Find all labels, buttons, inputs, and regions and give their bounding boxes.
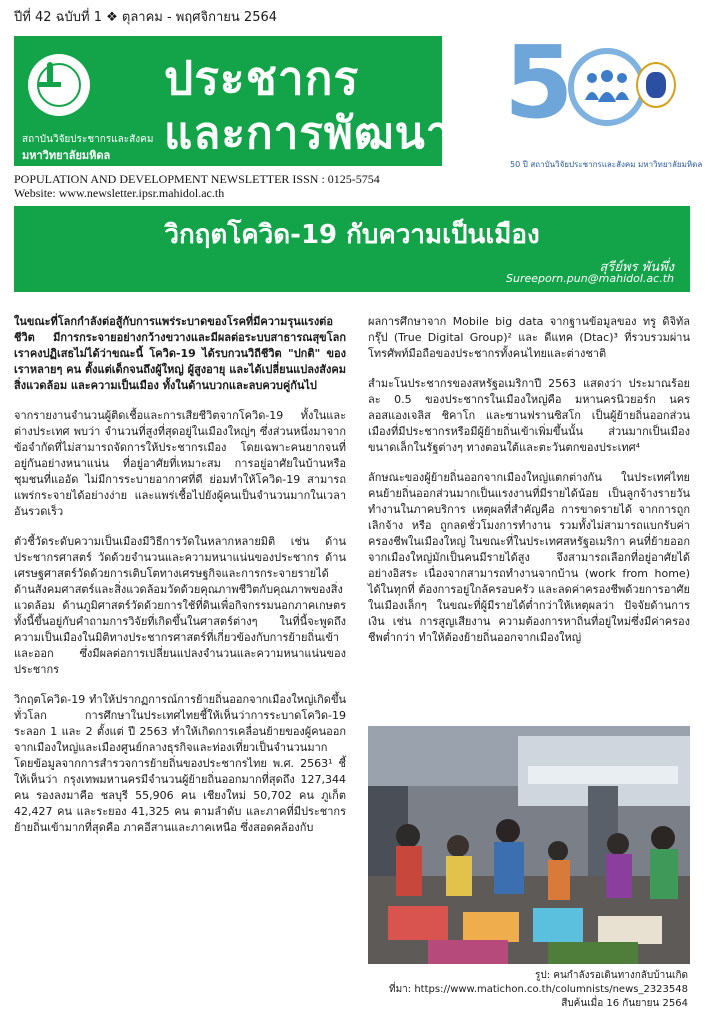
body-paragraph: สำมะโนประชากรของสหรัฐอเมริกาปี 2563 แสดงว่า ประมาณร้อยละ 0.5 ของประชากรในเมืองใหญ่คือ มหานครนิวยอร์ก นครลอสแองเจลิส ชิคาโก และซานฟรานซิสโก เป็นผู้ย้ายถิ่นออกส่วนเมืองที่มีประชากรหรือมีผู้ย้ายถิ่นเข้าเพิ่มขึ้นนั้น ส่วนมากเป็นเมืองขนาดเล็กในรัฐต่างๆ ทางตอนใต้และตะวันตกของประเทศ⁴ xyxy=(368,377,690,454)
fifty-years-mark: 5 xyxy=(504,24,574,141)
body-paragraph: ตัวชี้วัดระดับความเป็นเมืองมีวิธีการวัดในหลากหลายมิติ เช่น ด้านประชากรศาสตร์ วัดด้วยจำนวนและความหนาแน่นของประชากร ด้านเศรษฐศาสตร์วัดด้วยการเติบโตทางเศรษฐกิจและการกระจายรายได้ ด้านสังคมศาสตร์และสิ่งแวดล้อมวัดด้วยคุณภาพชีวิตกับคุณภาพของสิ่งแวดล้อม ด้านภูมิศาสตร์วัดด้วยการใช้ที่ดินเพื่อกิจกรรมนอกภาคเกษตร ทั้งนี้ขึ้นอยู่กับคำถามการวิจัยที่เกิดขึ้นในศาสตร์ต่างๆ ในที่นี้จะพูดถึงความเป็นเมืองในมิติทางประชากรศาสตร์ที่เกี่ยวข้องกับการย้ายถิ่นเข้าและออก ซึ่งมีผลต่อการเปลี่ยนแปลงจำนวนและความหนาแน่นของประชากร xyxy=(14,535,346,676)
author-email[interactable]: Sureeporn.pun@mahidol.ac.th xyxy=(506,272,674,285)
university-name: มหาวิทยาลัยมหิดล xyxy=(22,149,111,162)
lead-paragraph: ในขณะที่โลกกำลังต่อสู้กับการแพร่ระบาดของโรคที่มีความรุนแรงต่อชีวิต มีการกระจายอย่างกว้างขวางและมีผลต่อระบบสาธารณสุขโลก เราคงปฏิเสธไม่ได้ว่าขณะนี้ โควิด-19 ได้รบกวนวิถีชีวิต "ปกติ" ของเราหลายๆ คน ตั้งแต่เด็กจนถึงผู้ใหญ่ ผู้สูงอายุ และได้เปลี่ยนแปลงสังคม สิ่งแวดล้อม และความเป็นเมือง ทั้งในด้านบวกและลบควบคู่กันไป xyxy=(14,315,346,392)
article-banner xyxy=(14,206,690,292)
crowd-photo-illustration xyxy=(368,726,690,964)
people-icon xyxy=(582,70,632,104)
body-paragraph: ลักษณะของผู้ย้ายถิ่นออกจากเมืองใหญ่แตกต่างกัน ในประเทศไทย คนย้ายถิ่นออกส่วนมากเป็นแรงงานที่มีรายได้น้อย เป็นลูกจ้างรายวัน ทำงานในภาคบริการ เหตุผลที่สำคัญคือ การขาดรายได้ จากการถูกเลิกจ้าง หรือ ถูกลดชั่วโมงการทำงาน รวมทั้งไม่สามารถแบกรับค่าครองชีพในเมืองใหญ่ ในขณะที่ในประเทศสหรัฐอเมริกา คนที่ย้ายออกจากเมืองใหญ่มักเป็นคนมีรายได้สูง จึงสามารถเลือกที่อยู่อาศัยได้อย่างอิสระ เนื่องจากสามารถทำงานจากบ้าน (work from home) ได้ในทุกที่ ต้องการอยู่ใกล้ครอบครัว และลดค่าครองชีพด้วยการอาศัยในเมืองเล็กๆ ในขณะที่ผู้มีรายได้ต่ำกว่าให้เหตุผลว่า ปัจจัยด้านการเงิน เช่น การสูญเสียงาน ความต้องการหาถิ่นที่อยู่ใหม่ซึ่งมีค่าครองชีพต่ำกว่า ทำให้ต้องย้ายถิ่นออกจากเมืองใหญ่ xyxy=(368,471,690,644)
article-column-left xyxy=(14,314,346,850)
author-name: สุรีย์พร พันพึ่ง xyxy=(599,260,674,275)
body-paragraph: ผลการศึกษาจาก Mobile big data จากฐานข้อมูลของ ทรู ดิจิทัล กรุ๊ป (True Digital Group)² และ ดีแทค (Dtac)³ ที่รวบรวมผ่านโทรศัพท์มือถือของประชากรทั้งคนไทยและต่างชาติ xyxy=(368,315,690,360)
institute-name: สถาบันวิจัยประชากรและสังคม xyxy=(22,134,154,145)
issue-line: ปีที่ 42 ฉบับที่ 1 ❖ ตุลาคม - พฤศจิกายน 2564 xyxy=(14,10,278,25)
mahidol-seal-icon xyxy=(28,54,90,116)
station-photo xyxy=(368,726,690,964)
photo-source[interactable]: ที่มา: https://www.matichon.co.th/columnists/news_2323548 xyxy=(389,984,688,995)
photo-retrieved-date: สืบค้นเมื่อ 16 กันยายน 2564 xyxy=(561,998,688,1009)
masthead-title-line1: ประชากร xyxy=(164,51,360,105)
masthead-title-line2: และการพัฒนา xyxy=(164,108,452,159)
masthead xyxy=(14,36,452,166)
article-column-right xyxy=(368,314,690,660)
anniversary-logo xyxy=(496,24,703,169)
newsletter-website: Website: www.newsletter.ipsr.mahidol.ac.th xyxy=(14,186,225,200)
body-paragraph: วิกฤตโควิด-19 ทำให้ปรากฏการณ์การย้ายถิ่นออกจากเมืองใหญ่เกิดขึ้นทั่วโลก การศึกษาในประเทศไทยชี้ให้เห็นว่าการระบาดโควิด-19 ระลอก 1 และ 2 ตั้งแต่ ปี 2563 ทำให้เกิดการเคลื่อนย้ายของผู้คนออกจากเมืองใหญ่และเมืองศูนย์กลางธุรกิจและท่องเที่ยวเป็นจำนวนมาก โดยข้อมูลจากการสำรวจการย้ายถิ่นของประชากรไทย พ.ศ. 2563¹ ชี้ให้เห็นว่า กรุงเทพมหานครมีจำนวนผู้ย้ายถิ่นออกมากที่สุดถึง 127,344 คน รองลงมาคือ ชลบุรี 55,906 คน เชียงใหม่ 50,702 คน ภูเก็ต 42,427 คน และระยอง 41,325 คน ตามลำดับ และภาคที่มีประชากรย้ายถิ่นเข้ามากที่สุดคือ ภาคอีสานและภาคเหนือ ซึ่งสอดคล้องกับ xyxy=(14,693,346,834)
newsletter-issn: POPULATION AND DEVELOPMENT NEWSLETTER ISSN : 0125-5754 xyxy=(14,172,380,186)
anniversary-caption: 50 ปี สถาบันวิจัยประชากรและสังคม มหาวิทยาลัยมหิดล xyxy=(510,160,703,169)
university-crest-icon xyxy=(636,62,676,108)
photo-caption: รูป: คนกำลังรอเดินทางกลับบ้านเกิด xyxy=(535,970,688,981)
article-title: วิกฤตโควิด-19 กับความเป็นเมือง xyxy=(164,220,540,250)
body-paragraph: จากรายงานจำนวนผู้ติดเชื้อและการเสียชีวิตจากโควิด-19 ทั้งในและต่างประเทศ พบว่า จำนวนที่สูงที่สุดอยู่ในเมืองใหญ่ๆ ซึ่งส่วนหนึ่งมาจากข้อจำกัดที่ไม่สามารถจัดการให้ประชากรเมือง โดยเฉพาะคนยากจนที่อยู่กันอย่างหนาแน่น ที่อยู่อาศัยที่เหมาะสม การอยู่อาศัยในบ้านหรือชุมชนที่แออัด ไม่มีการระบายอากาศที่ดี ย่อมทำให้โควิด-19 สามารถแพร่กระจายได้อย่างง่าย และแพร่เชื้อไปยังผู้คนเป็นจำนวนมากในเวลาอันรวดเร็ว xyxy=(14,409,346,518)
